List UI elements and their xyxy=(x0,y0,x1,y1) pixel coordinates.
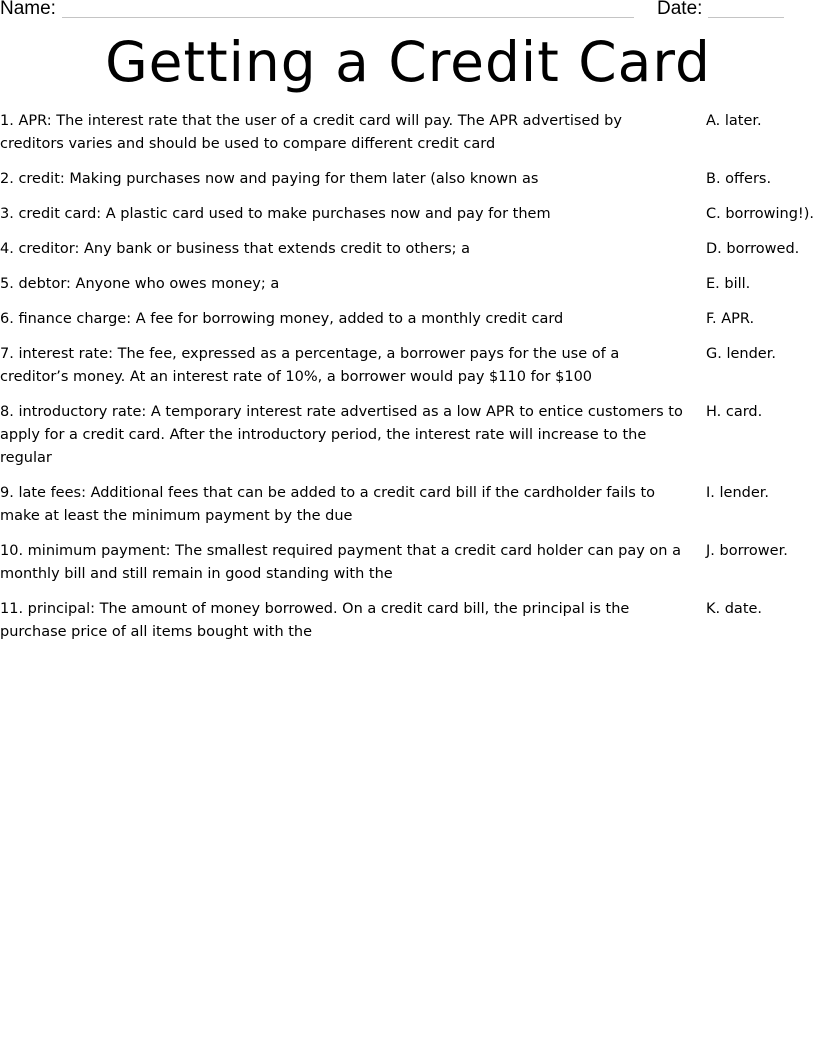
answer-option: F. APR. xyxy=(706,311,755,327)
page-title: Getting a Credit Card xyxy=(105,30,711,94)
matching-row xyxy=(0,540,816,586)
date-label: Date: xyxy=(657,0,703,19)
answer-option: G. lender. xyxy=(706,346,776,362)
name-blank-line xyxy=(62,17,634,18)
term-definition: 10. minimum payment: The smallest required payment that a credit card holder can pay on a monthly bill and still remain in good standing with the xyxy=(0,543,681,582)
answer-option: B. offers. xyxy=(706,171,772,187)
term-definition: 3. credit card: A plastic card used to make purchases now and pay for them xyxy=(0,206,551,222)
term-definition: 6. finance charge: A fee for borrowing money, added to a monthly credit card xyxy=(0,311,564,327)
answer-option: A. later. xyxy=(706,113,762,129)
matching-row xyxy=(0,482,816,528)
answer-option: K. date. xyxy=(706,601,763,617)
matching-row xyxy=(0,238,816,261)
name-label: Name: xyxy=(0,0,56,19)
matching-row xyxy=(0,273,816,296)
worksheet-header xyxy=(0,0,816,24)
matching-row xyxy=(0,110,816,156)
term-definition: 8. introductory rate: A temporary interest rate advertised as a low APR to entice customers to apply for a credit card. After the introductory period, the interest rate will increase to the regular xyxy=(0,404,683,466)
term-definition: 1. APR: The interest rate that the user of a credit card will pay. The APR advertised by creditors varies and should be used to compare different credit card xyxy=(0,113,622,152)
matching-row xyxy=(0,343,816,389)
matching-row xyxy=(0,598,816,644)
term-definition: 2. credit: Making purchases now and paying for them later (also known as xyxy=(0,171,539,187)
term-definition: 5. debtor: Anyone who owes money; a xyxy=(0,276,280,292)
term-definition: 7. interest rate: The fee, expressed as a percentage, a borrower pays for the use of a creditor’s money. At an interest rate of 10%, a borrower would pay $110 for $100 xyxy=(0,346,620,385)
term-definition: 11. principal: The amount of money borrowed. On a credit card bill, the principal is the purchase price of all items bought with the xyxy=(0,601,630,640)
answer-option: J. borrower. xyxy=(706,543,788,559)
answer-option: D. borrowed. xyxy=(706,241,800,257)
answer-option: C. borrowing!). xyxy=(706,206,814,222)
matching-row xyxy=(0,401,816,470)
term-definition: 4. creditor: Any bank or business that extends credit to others; a xyxy=(0,241,471,257)
matching-list xyxy=(0,110,816,656)
matching-row xyxy=(0,203,816,226)
matching-row xyxy=(0,308,816,331)
date-blank-line xyxy=(708,17,784,18)
term-definition: 9. late fees: Additional fees that can be added to a credit card bill if the cardholder fails to make at least the minimum payment by the due xyxy=(0,485,656,524)
answer-option: E. bill. xyxy=(706,276,751,292)
answer-option: H. card. xyxy=(706,404,763,420)
matching-row xyxy=(0,168,816,191)
answer-option: I. lender. xyxy=(706,485,769,501)
